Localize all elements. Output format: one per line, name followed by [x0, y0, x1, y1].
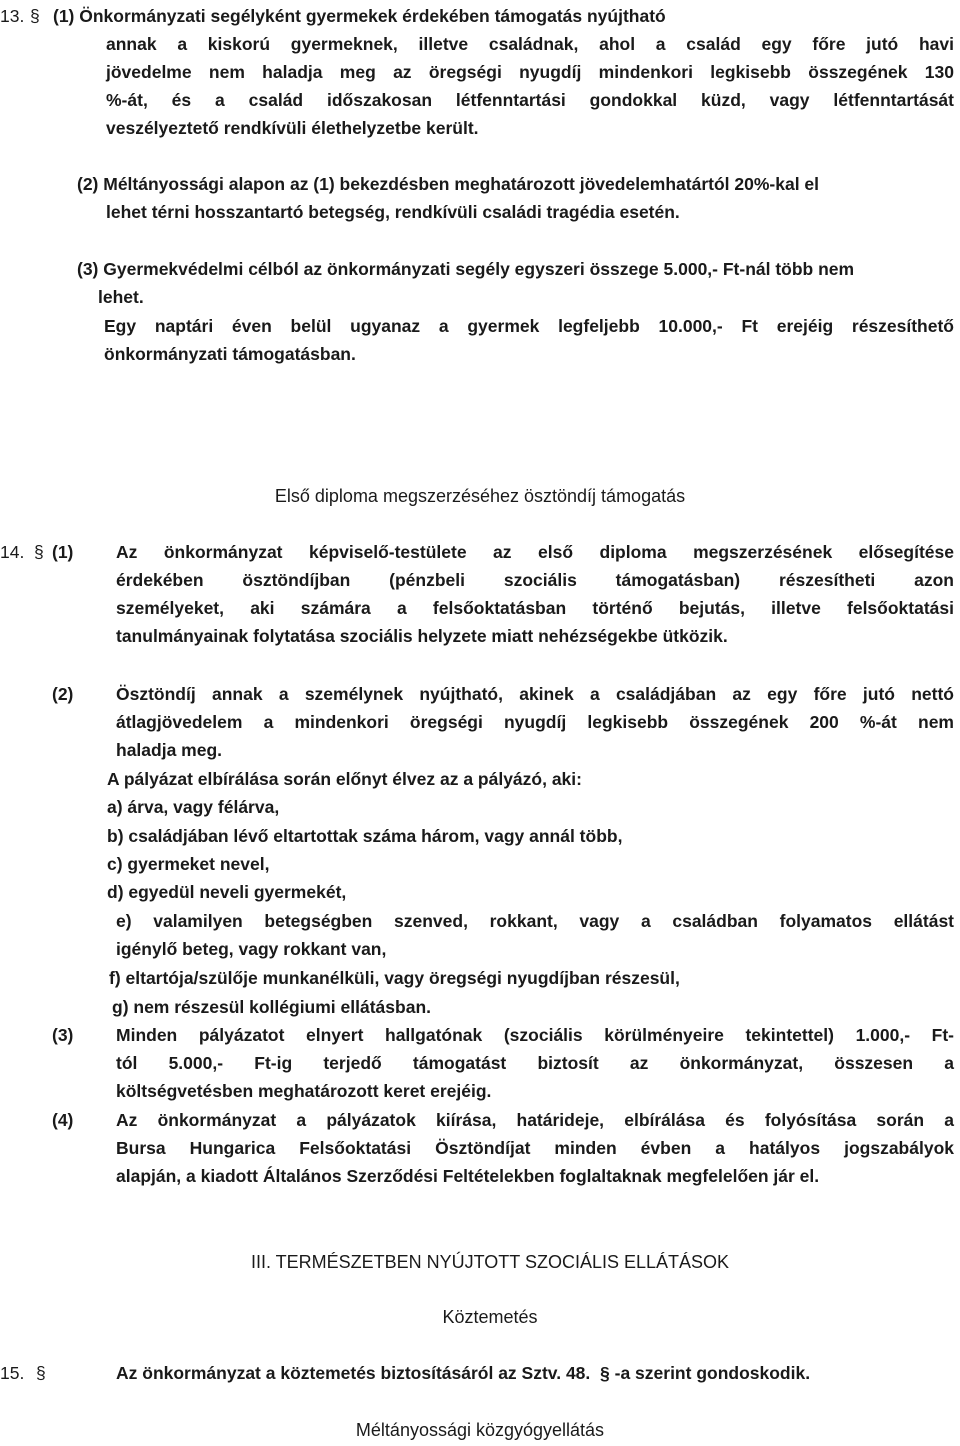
- s14-p2-item: f) eltartója/szülője munkanélküli, vagy öregségi nyugdíjban részesül,: [109, 968, 680, 988]
- s14-p3-label: (3): [52, 1025, 74, 1045]
- s14-p4-line: Bursa Hungarica Felsőoktatási Ösztöndíjat minden évben a hatályos jogszabályok: [116, 1138, 954, 1158]
- subheading-elso-diploma: Első diploma megszerzéséhez ösztöndíj támogatás: [274, 486, 686, 506]
- s14-p2-item: a) árva, vagy félárva,: [107, 797, 280, 817]
- s15-text: [116, 1359, 810, 1387]
- s14-p2-line: Ösztöndíj annak a személynek nyújtható, akinek a családjában az egy főre jutó nettó: [116, 684, 954, 704]
- s14-p2-item: d) egyedül neveli gyermekét,: [107, 882, 347, 902]
- s14-p2-label: (2): [52, 684, 74, 704]
- s14-p1-line: Az önkormányzat képviselő-testülete az első diploma megszerzésének elősegítése: [116, 542, 954, 562]
- s13-p3-line: (3) Gyermekvédelmi célból az önkormányzati segély egyszeri összege 5.000,- Ft-nál több nem: [77, 259, 855, 279]
- s14-p2-line: haladja meg.: [116, 740, 223, 760]
- s14-p3-line: költségvetésben meghatározott keret erejéig.: [116, 1081, 492, 1101]
- s14-p3-line: Minden pályázatot elnyert hallgatónak (szociális körülményeire tekintettel) 1.000,- Ft-: [116, 1025, 954, 1045]
- s13-p2-line: lehet térni hosszantartó betegség, rendkívüli családi tragédia esetén.: [106, 202, 680, 222]
- s14-p2-intro: A pályázat elbírálása során előnyt élvez az a pályázó, aki:: [107, 769, 582, 789]
- section-number: 13.: [0, 6, 25, 26]
- s14-p2-item: g) nem részesül kollégiumi ellátásban.: [112, 997, 431, 1017]
- s13-p2-line: (2) Méltányossági alapon az (1) bekezdésben meghatározott jövedelemhatártól 20%-kal el: [77, 174, 820, 194]
- s14-p2-item: b) családjában lévő eltartottak száma három, vagy annál több,: [107, 826, 623, 846]
- s15-text-part: Az önkormányzat a köztemetés biztosításáról az Sztv. 48.: [116, 1363, 591, 1383]
- subheading-koztemetes: Köztemetés: [442, 1307, 538, 1327]
- chapter-heading: III. TERMÉSZETBEN NYÚJTOTT SZOCIÁLIS ELLÁTÁSOK: [250, 1252, 730, 1272]
- s14-p1-line: személyeket, aki számára a felsőoktatásban történő bejutás, illetve felsőoktatási: [116, 598, 954, 618]
- s14-p1-line: érdekében ösztöndíjban (pénzbeli szociális támogatásban) részesítheti azon: [116, 570, 954, 590]
- s13-p3-line: lehet.: [98, 287, 144, 307]
- s13-p3-line: önkormányzati támogatásban.: [104, 344, 356, 364]
- s15-text-part: -a szerint gondoskodik.: [614, 1363, 811, 1383]
- s13-p1-line: %-át, és a család időszakosan létfenntartási gondokkal küzd, vagy létfenntartását: [106, 90, 954, 110]
- s14-p1-line: tanulmányainak folytatása szociális helyzete miatt nehézségekbe ütközik.: [116, 626, 728, 646]
- s13-p1-line: jövedelme nem haladja meg az öregségi nyugdíj mindenkori legkisebb összegének 130: [106, 62, 954, 82]
- s13-p1-line: (1) Önkormányzati segélyként gyermekek érdekében támogatás nyújtható: [53, 6, 666, 26]
- section-number: 14.: [0, 542, 25, 562]
- s13-p3-line: Egy naptári éven belül ugyanaz a gyermek legfeljebb 10.000,- Ft erejéig részesíthető: [104, 316, 954, 336]
- s14-p2-line: átlagjövedelem a mindenkori öregségi nyugdíj legkisebb összegének 200 %-át nem: [116, 712, 954, 732]
- paragraph-symbol: §: [30, 6, 40, 26]
- paragraph-symbol: §: [34, 542, 44, 562]
- s14-p2-item: e) valamilyen betegségben szenved, rokkant, vagy a családban folyamatos ellátást: [116, 911, 954, 931]
- s14-p3-line: tól 5.000,- Ft-ig terjedő támogatást biztosít az önkormányzat, összesen a: [116, 1053, 954, 1073]
- s14-p4-line: Az önkormányzat a pályázatok kiírása, határideje, elbírálása és folyósítása során a: [116, 1110, 954, 1130]
- paragraph-symbol-inline: §: [600, 1363, 610, 1383]
- s14-p4-line: alapján, a kiadott Általános Szerződési Feltételekben foglaltaknak megfelelően jár el.: [116, 1166, 820, 1186]
- s14-p2-item: c) gyermeket nevel,: [107, 854, 270, 874]
- s13-p1-line: annak a kiskorú gyermeknek, illetve családnak, ahol a család egy főre jutó havi: [106, 34, 954, 54]
- s14-p4-label: (4): [52, 1110, 74, 1130]
- s14-p1-label: (1): [52, 542, 74, 562]
- section-number: 15.: [0, 1363, 25, 1383]
- s13-p1-line: veszélyeztető rendkívüli élethelyzetbe került.: [106, 118, 479, 138]
- s14-p2-item: igénylő beteg, vagy rokkant van,: [116, 939, 387, 959]
- paragraph-symbol: §: [36, 1363, 46, 1383]
- subheading-kozgyogyellatas: Méltányossági közgyógyellátás: [355, 1420, 605, 1440]
